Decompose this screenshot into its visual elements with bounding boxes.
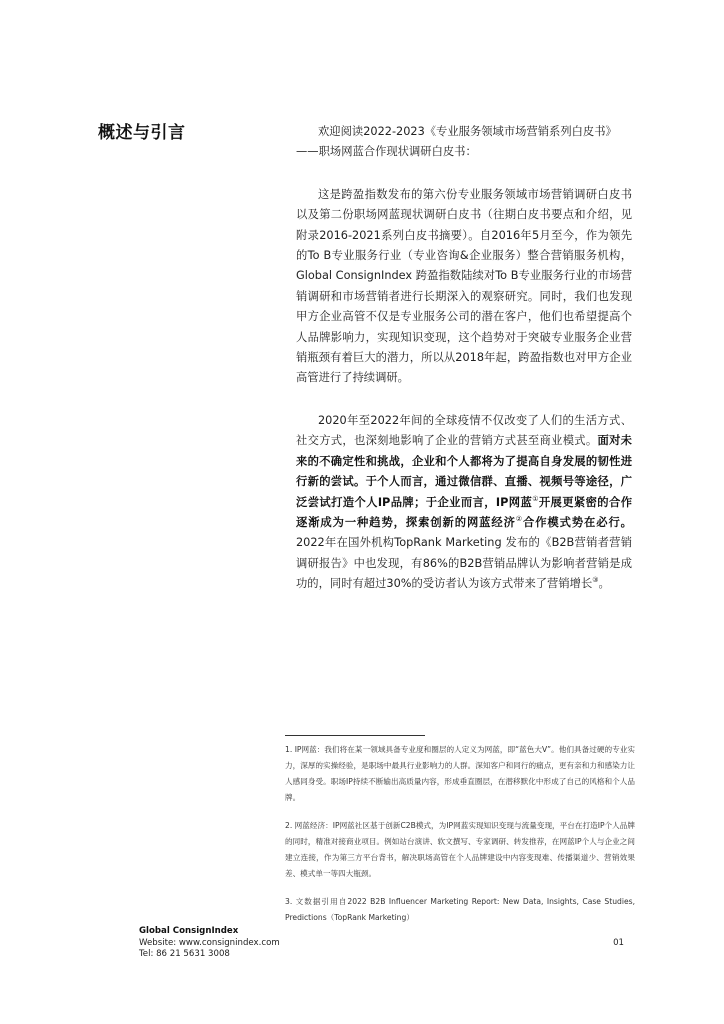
page-number: 01 <box>613 938 624 948</box>
paragraph-2-text-2: 2022年在国外机构TopRank Marketing 发布的《B2B营销者营销调研报告》中也发现，有86%的B2B营销品牌认为影响者营销是成功的，同时有超过30%的受访者认为该方式带来了营销增长 <box>296 536 632 591</box>
footer-website: Website: www.consignindex.com <box>139 937 280 948</box>
footnote-ref-3: ③ <box>592 576 599 585</box>
footer <box>139 926 280 961</box>
paragraph-2-bold-3: 合作模式势在必行。 <box>523 515 632 529</box>
intro-block <box>296 122 632 163</box>
main-body <box>296 122 632 595</box>
paragraph-1: 这是跨盈指数发布的第六份专业服务领域市场营销调研白皮书以及第二份职场网蓝现状调研白皮书（往期白皮书要点和介绍，见附录2016-2021系列白皮书摘要）。自2016年5月至今，作为领先的To B专业服务行业（专业咨询&企业服务）整合营销服务机构，Global ConsignIndex 跨盈指数陆续对To B专业服务行业的市场营销调研和市场营销者进行长期深入的观察研究。同时，我们也发现甲方企业高管不仅是专业服务公司的潜在客户，他们也希望提高个人品牌影响力，实现知识变现，这个趋势对于突破专业服务企业营销瓶颈有着巨大的潜力，所以从2018年起，跨盈指数也对甲方企业高管进行了持续调研。 <box>296 187 632 385</box>
footnotes <box>285 742 635 926</box>
section-title: 概述与引言 <box>98 123 186 143</box>
intro-line-1: 欢迎阅读2022-2023《专业服务领域市场营销系列白皮书》 <box>318 125 617 138</box>
paragraph-2-text-1: 2020年至2022年间的全球疫情不仅改变了人们的生活方式、社交方式，也深刻地影响了企业的营销方式甚至商业模式。 <box>296 413 632 448</box>
paragraph-2-text-3: 。 <box>598 577 610 591</box>
footnote-divider <box>285 735 425 736</box>
footer-brand: Global ConsignIndex <box>139 926 239 936</box>
footnote-3: 3. 文数据引用自2022 B2B Influencer Marketing Report: New Data, Insights, Case Studies, Predictions（TopRank Marketing） <box>285 897 635 922</box>
paragraph-2-bold-2: 开展更紧密的合作逐渐成为一种趋势，探索创新的网蓝经济 <box>296 495 632 529</box>
paragraph-2-bold-1: 面对未来的不确定性和挑战，企业和个人都将为了提高自身发展的韧性进行新的尝试。于个人而言，通过微信群、直播、视频号等途径，广泛尝试打造个人IP品牌；于企业而言，IP网蓝 <box>296 434 632 509</box>
footnote-1: 1. IP网蓝：我们将在某一领域具备专业度和圈层的人定义为网蓝，即“蓝色大V”。他们具备过硬的专业实力，深厚的实操经验，是职场中最具行业影响力的人群。深知客户和同行的痛点，更有亲和力和感染力让人感同身受。职场IP持续不断输出高质量内容，形成垂直圈层，在潜移默化中形成了自己的风格和个人品牌。 <box>285 745 635 802</box>
footnote-2: 2. 网蓝经济：IP网蓝社区基于创新C2B模式，为IP网蓝实现知识变现与流量变现，平台在打造IP个人品牌的同时，精准对接商业项目。例如站台演讲、软文撰写、专家调研、转发推荐，在网蓝IP个人与企业之间建立连接，作为第三方平台背书，解决职场高管在个人品牌建设中内容变现难、传播渠道少、营销效果差、模式单一等四大瓶颈。 <box>285 821 635 878</box>
footer-tel: Tel: 86 21 5631 3008 <box>139 949 230 959</box>
footnote-ref-1: ① <box>532 494 539 503</box>
paragraph-2 <box>296 411 632 595</box>
footnote-ref-2: ② <box>515 515 523 524</box>
intro-line-2: ——职场网蓝合作现状调研白皮书： <box>296 145 477 159</box>
